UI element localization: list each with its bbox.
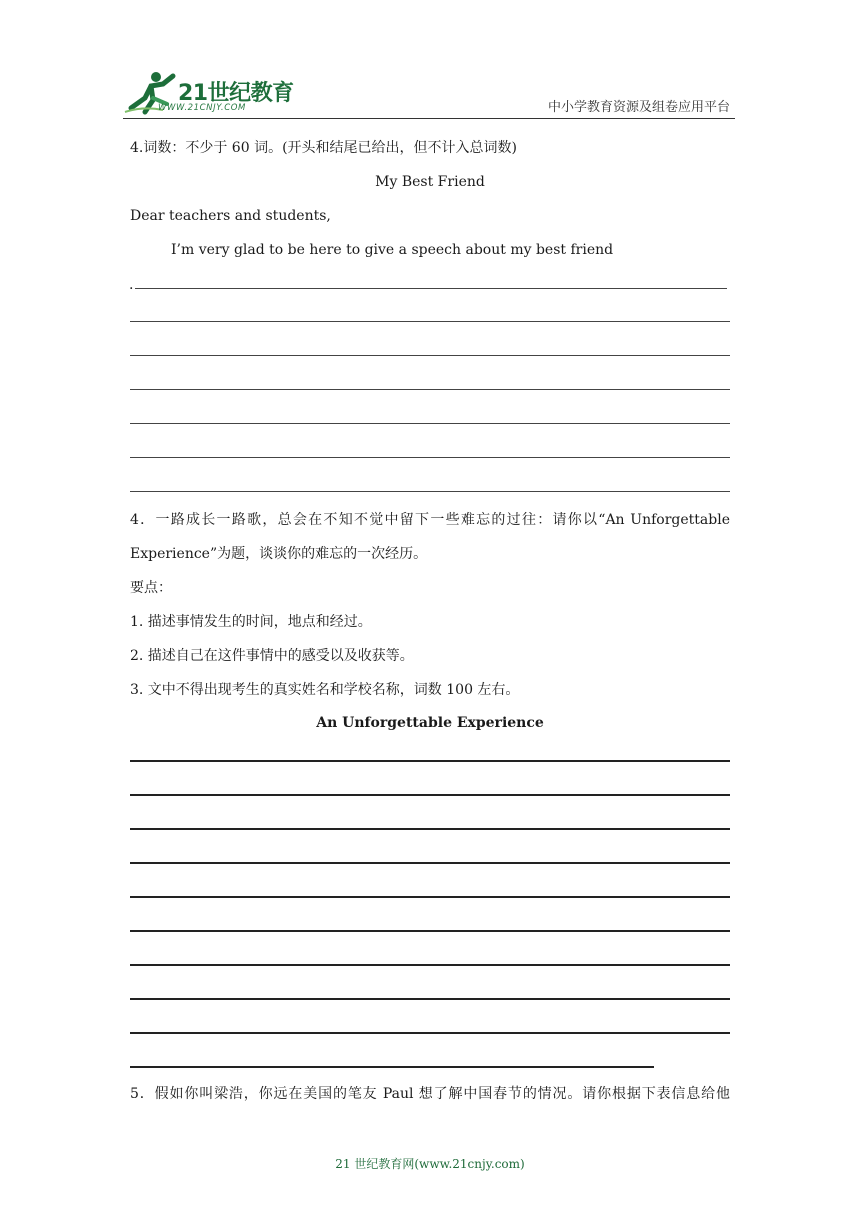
writing-line bbox=[130, 862, 730, 864]
header-divider bbox=[123, 118, 735, 119]
logo-url: WWW.21CNJY.COM bbox=[158, 103, 246, 113]
letter-opening: I’m very glad to be here to give a speech about my best friend bbox=[171, 242, 614, 258]
writing-line bbox=[130, 964, 730, 966]
points-label: 要点： bbox=[130, 580, 172, 596]
essay-title-unforgettable: An Unforgettable Experience bbox=[316, 715, 544, 731]
writing-line bbox=[130, 355, 730, 356]
logo-text: 21世纪教育 bbox=[178, 81, 294, 106]
word-count-requirement: 4.词数：不少于 60 词。(开头和结尾已给出，但不计入总词数) bbox=[130, 140, 517, 156]
writing-line bbox=[130, 457, 730, 458]
essay-title-best-friend: My Best Friend bbox=[375, 174, 485, 190]
first-line-prefix: . bbox=[129, 277, 134, 293]
point-item: 3. 文中不得出现考生的真实姓名和学校名称，词数 100 左右。 bbox=[130, 682, 520, 698]
writing-line bbox=[130, 491, 730, 492]
platform-tagline: 中小学教育资源及组卷应用平台 bbox=[547, 100, 730, 115]
writing-line bbox=[130, 389, 730, 390]
point-item: 2. 描述自己在这件事情中的感受以及收获等。 bbox=[130, 648, 414, 664]
writing-line bbox=[130, 1032, 730, 1034]
writing-line bbox=[130, 321, 730, 322]
letter-greeting: Dear teachers and students, bbox=[130, 208, 331, 224]
writing-line bbox=[130, 423, 730, 424]
writing-line bbox=[135, 288, 727, 289]
question-5-prompt-line1: 5．假如你叫梁浩，你远在美国的笔友 Paul 想了解中国春节的情况。请你根据下表信息给他 bbox=[130, 1086, 730, 1102]
writing-line bbox=[130, 794, 730, 796]
writing-line bbox=[130, 896, 730, 898]
writing-line bbox=[130, 930, 730, 932]
writing-line bbox=[130, 1066, 654, 1068]
writing-line bbox=[130, 998, 730, 1000]
footer-source: 21 世纪教育网(www.21cnjy.com) bbox=[335, 1157, 525, 1171]
question-4-prompt-line2: Experience”为题，谈谈你的难忘的一次经历。 bbox=[130, 546, 428, 562]
writing-line bbox=[130, 760, 730, 762]
point-item: 1. 描述事情发生的时间，地点和经过。 bbox=[130, 614, 372, 630]
question-4-prompt-line1: 4．一路成长一路歌，总会在不知不觉中留下一些难忘的过往：请你以“An Unforgettable bbox=[130, 512, 730, 528]
writing-line bbox=[130, 828, 730, 830]
